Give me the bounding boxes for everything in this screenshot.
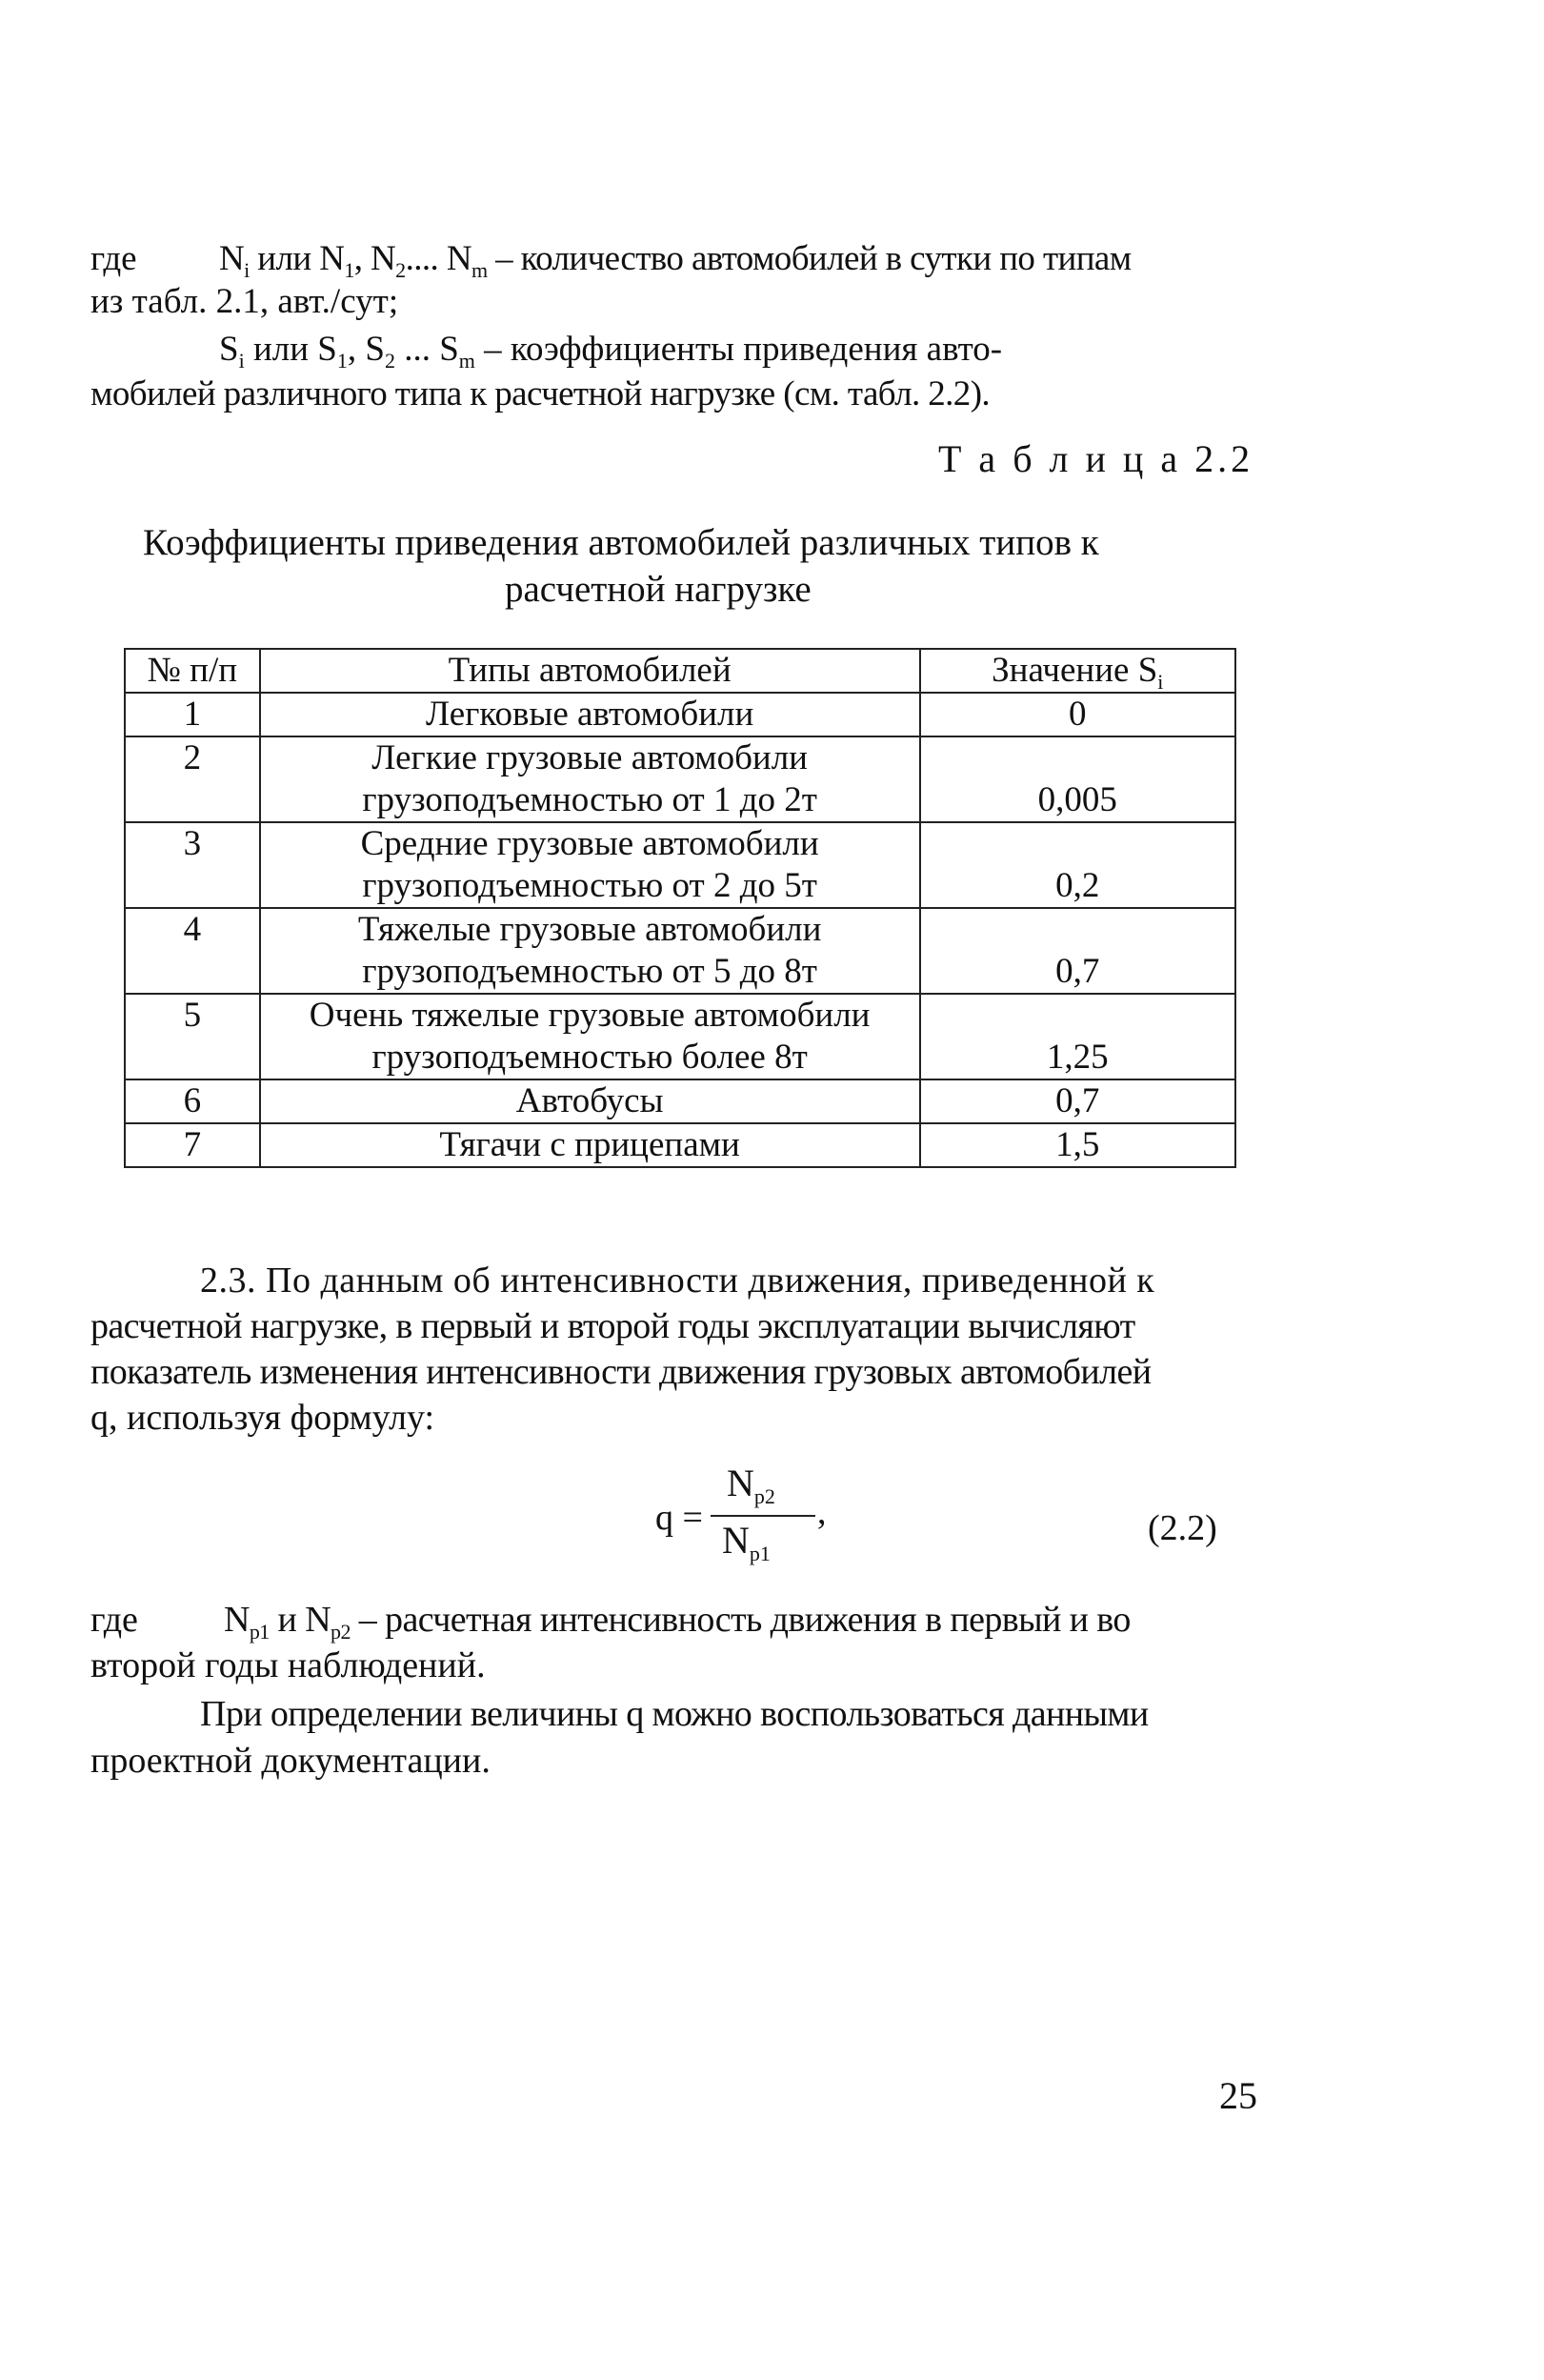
row-type: Очень тяжелые грузовые автомобили грузоподъемностью более 8т [260, 994, 920, 1079]
row-num: 6 [125, 1079, 260, 1123]
table-number-label: Т а б л и ц а 2.2 [938, 437, 1254, 480]
row-type: Тяжелые грузовые автомобили грузоподъемностью от 5 до 8т [260, 908, 920, 994]
row-type: Средние грузовые автомобили грузоподъемностью от 2 до 5т [260, 822, 920, 908]
row-value: 0,7 [920, 1079, 1235, 1123]
formula-number: (2.2) [1148, 1508, 1217, 1548]
page-number: 25 [1219, 2074, 1257, 2117]
table-title-line-1: Коэффициенты приведения автомобилей различных типов к [143, 522, 1099, 563]
formula-numerator: $N_{p2}$ [727, 1462, 775, 1508]
after-line-4: проектной документации. [90, 1741, 491, 1781]
row-value: 1,5 [920, 1123, 1235, 1167]
header-num: № п/п [125, 649, 260, 693]
formula-lhs: q = [655, 1498, 703, 1538]
intro-line-2: из табл. 2.1, авт./сут; [90, 282, 399, 321]
intro-line-1: $N_i$ или $N_1$, $N_2$.... $N_m$ – количество автомобилей в сутки по типам [219, 239, 1132, 282]
section-line-1: 2.3. По данным об интенсивности движения, приведенной к [200, 1261, 1155, 1301]
table-row [125, 1079, 1235, 1123]
intro-line-3: $S_i$ или $S_1$, $S_2$ ... $S_m$ – коэффициенты приведения авто- [219, 330, 1003, 373]
after-line-1: $N_{p1}$ и $N_{p2}$ – расчетная интенсивность движения в первый и во [224, 1600, 1131, 1644]
after-line-2: второй годы наблюдений. [90, 1645, 486, 1685]
section-line-4: q, используя формулу: [90, 1398, 435, 1438]
intro-line-4: мобилей различного типа к расчетной нагрузке (см. табл. 2.2). [90, 374, 991, 413]
intro-gde-label: где [90, 239, 137, 278]
table-row [125, 736, 1235, 822]
formula-comma: , [817, 1492, 827, 1532]
fraction-bar [711, 1515, 815, 1517]
formula-denominator: $N_{p1}$ [722, 1519, 771, 1565]
table-row [125, 1123, 1235, 1167]
section-line-3: показатель изменения интенсивности движения грузовых автомобилей [90, 1352, 1152, 1392]
row-num: 2 [125, 736, 260, 822]
row-value: 1,25 [920, 994, 1235, 1079]
after-line-3: При определении величины q можно воспользоваться данными [200, 1694, 1149, 1734]
formula-2-2 [655, 1462, 884, 1577]
row-value: 0 [920, 693, 1235, 736]
row-num: 4 [125, 908, 260, 994]
row-type: Тягачи с прицепами [260, 1123, 920, 1167]
row-type: Легковые автомобили [260, 693, 920, 736]
row-type: Автобусы [260, 1079, 920, 1123]
row-num: 3 [125, 822, 260, 908]
header-type: Типы автомобилей [260, 649, 920, 693]
row-value: 0,005 [920, 736, 1235, 822]
row-value: 0,2 [920, 822, 1235, 908]
row-type: Легкие грузовые автомобили грузоподъемностью от 1 до 2т [260, 736, 920, 822]
table-row [125, 693, 1235, 736]
row-value: 0,7 [920, 908, 1235, 994]
table-header-row [125, 649, 1235, 693]
table-row [125, 908, 1235, 994]
row-num: 7 [125, 1123, 260, 1167]
after-gde-label: где [90, 1600, 138, 1640]
row-num: 5 [125, 994, 260, 1079]
table-row [125, 822, 1235, 908]
section-line-2: расчетной нагрузке, в первый и второй годы эксплуатации вычисляют [90, 1306, 1135, 1346]
table-title-line-2: расчетной нагрузке [505, 569, 812, 610]
table-row [125, 994, 1235, 1079]
row-num: 1 [125, 693, 260, 736]
header-value: Значение $S_i$ [920, 649, 1235, 693]
coefficients-table [124, 648, 1236, 1168]
